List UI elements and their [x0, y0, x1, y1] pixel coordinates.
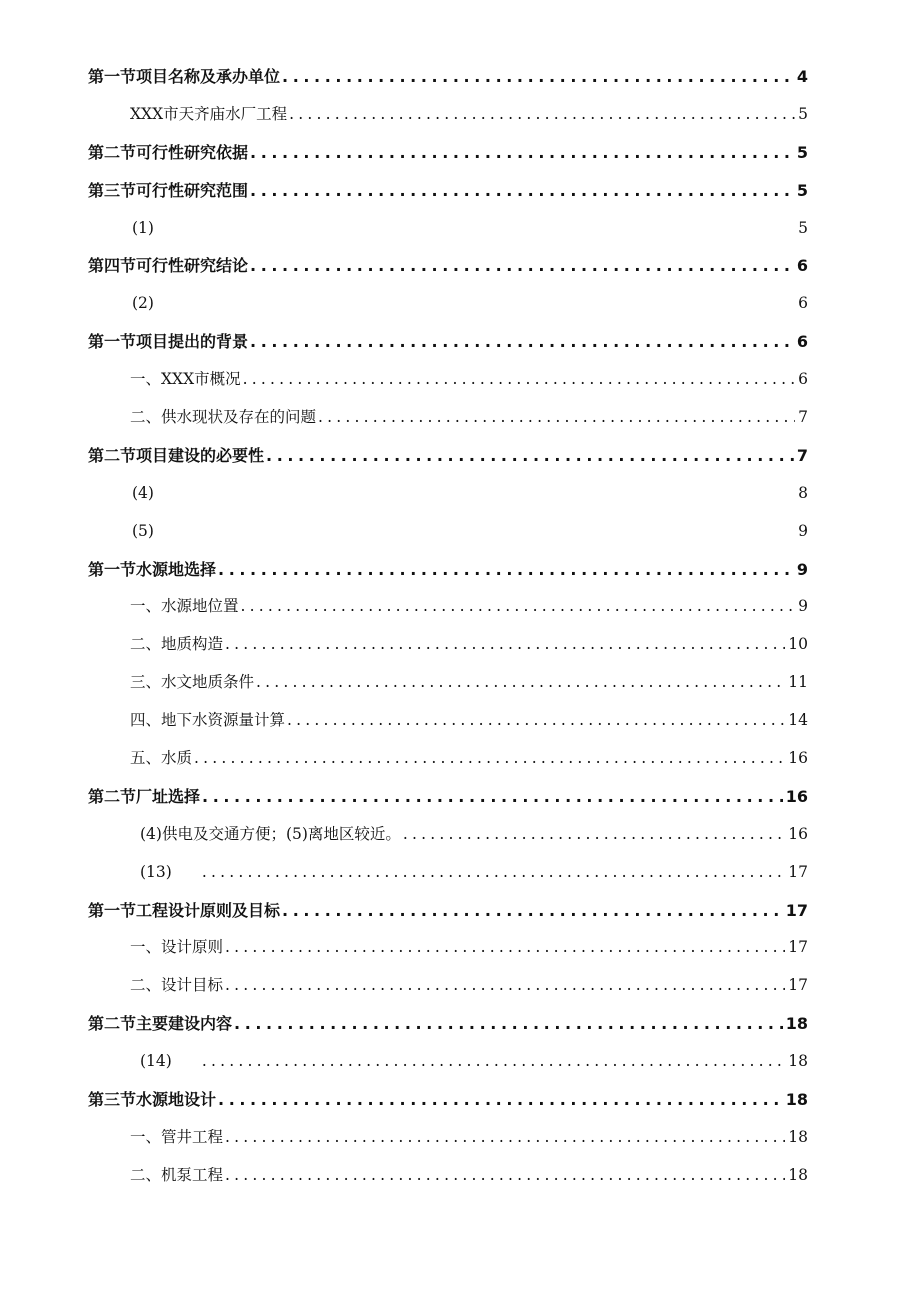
toc-entry-page: 9 [796, 559, 808, 579]
toc-entry[interactable] [88, 247, 808, 285]
toc-entry-title: 二、设计目标 [130, 976, 224, 995]
toc-entry-title: 第一节项目提出的背景 [88, 332, 249, 352]
toc-entry[interactable] [88, 172, 808, 210]
toc-entry-page: 7 [796, 445, 808, 465]
toc-entry-page: 6 [798, 294, 808, 313]
toc-entry[interactable] [88, 437, 808, 475]
toc-entry-page: 10 [788, 635, 808, 654]
dot-leader [225, 1119, 785, 1157]
dot-leader [218, 1081, 783, 1119]
toc-entry-title: 第三节可行性研究范围 [88, 180, 249, 200]
dot-leader [243, 361, 796, 399]
dot-leader [241, 588, 796, 626]
toc-entry-page: 8 [798, 483, 808, 502]
dot-leader [225, 1157, 785, 1195]
dot-leader [250, 323, 794, 361]
toc-entry[interactable] [88, 854, 808, 892]
dot-leader [234, 1005, 783, 1043]
dot-leader [318, 399, 795, 437]
dot-leader [250, 134, 794, 172]
toc-entry-page: 7 [798, 408, 808, 427]
toc-entry[interactable] [88, 626, 808, 664]
toc-entry-page: 17 [788, 938, 808, 957]
toc-entry-page: 16 [785, 786, 808, 806]
toc-entry[interactable] [88, 1043, 808, 1081]
toc-entry-title: 一、设计原则 [130, 938, 224, 957]
toc-entry-title: 第二节可行性研究依据 [88, 142, 249, 162]
toc-entry-page: 5 [796, 180, 808, 200]
toc-entry[interactable] [88, 816, 808, 854]
toc-entry[interactable] [88, 399, 808, 437]
toc-entry-title: 二、机泵工程 [130, 1165, 224, 1184]
toc-entry-page: 9 [798, 597, 808, 616]
dot-leader [250, 172, 794, 210]
toc-entry-page: 18 [788, 1127, 808, 1146]
toc-entry[interactable] [88, 210, 808, 248]
toc-entry[interactable] [88, 134, 808, 172]
toc-entry-title: 五、水质 [130, 749, 193, 768]
toc-entry-title: 四、地下水资源量计算 [130, 711, 286, 730]
toc-entry[interactable] [88, 892, 808, 930]
toc-entry-title: XXX市天齐庙水厂工程 [130, 104, 288, 123]
toc-entry-page: 4 [796, 67, 808, 86]
toc-entry-page: 6 [796, 256, 808, 276]
dot-leader [256, 664, 785, 702]
toc-entry-page: 16 [788, 824, 808, 843]
toc-entry-title: 第三节水源地设计 [88, 1090, 217, 1110]
dot-leader [225, 967, 785, 1005]
toc-entry[interactable] [88, 361, 808, 399]
toc-entry-title: 二、地质构造 [130, 635, 224, 654]
toc-entry-title: 第二节厂址选择 [88, 786, 201, 806]
dot-leader [266, 437, 794, 475]
toc-entry-page: 14 [788, 711, 808, 730]
toc-entry[interactable] [88, 740, 808, 778]
dot-leader [218, 551, 794, 589]
toc-entry-title: (4) [132, 483, 154, 502]
dot-leader [282, 892, 783, 930]
toc-entry-title: 第一节水源地选择 [88, 559, 217, 579]
toc-entry[interactable] [88, 285, 808, 323]
toc-entry-title: (14) [140, 1052, 172, 1071]
toc-entry-page: 17 [785, 900, 808, 920]
toc-entry[interactable] [88, 929, 808, 967]
toc-entry-page: 18 [785, 1090, 808, 1110]
toc-entry-title: (2) [132, 294, 154, 313]
toc-entry-title: (4)供电及交通方便；(5)离地区较近。 [140, 824, 401, 843]
toc-entry[interactable] [88, 664, 808, 702]
dot-leader [202, 1043, 785, 1081]
toc-entry-title: 一、水源地位置 [130, 597, 239, 616]
toc-entry-page: 17 [788, 976, 808, 995]
toc-entry[interactable] [88, 475, 808, 513]
dot-leader [282, 58, 794, 96]
table-of-contents [88, 58, 808, 1195]
toc-entry-page: 16 [788, 749, 808, 768]
dot-leader [202, 854, 785, 892]
toc-entry-page: 18 [788, 1052, 808, 1071]
toc-entry[interactable] [88, 1081, 808, 1119]
toc-entry[interactable] [88, 1157, 808, 1195]
toc-entry-page: 17 [788, 862, 808, 881]
toc-entry-title: 第一节项目名称及承办单位 [88, 67, 281, 86]
toc-entry-title: 三、水文地质条件 [130, 673, 255, 692]
toc-entry[interactable] [88, 513, 808, 551]
toc-entry-page: 11 [788, 673, 808, 692]
toc-entry-page: 5 [798, 104, 808, 123]
toc-entry[interactable] [88, 551, 808, 589]
dot-leader [250, 247, 794, 285]
toc-entry-title: 第二节主要建设内容 [88, 1014, 233, 1034]
toc-entry-page: 6 [796, 332, 808, 352]
toc-entry-title: (1) [132, 218, 154, 237]
toc-entry[interactable] [88, 702, 808, 740]
toc-entry[interactable] [88, 58, 808, 96]
dot-leader [225, 626, 785, 664]
dot-leader [202, 778, 783, 816]
toc-entry[interactable] [88, 778, 808, 816]
toc-entry-title: (5) [132, 521, 154, 540]
dot-leader [403, 816, 785, 854]
toc-entry-title: 第四节可行性研究结论 [88, 256, 249, 276]
toc-entry-page: 18 [788, 1165, 808, 1184]
toc-entry-title: 一、XXX市概况 [130, 370, 241, 389]
toc-entry-page: 9 [798, 521, 808, 540]
toc-entry-title: 第二节项目建设的必要性 [88, 445, 265, 465]
dot-leader [289, 96, 795, 134]
toc-entry-title: (13) [140, 862, 172, 881]
toc-entry[interactable] [88, 588, 808, 626]
dot-leader [194, 740, 785, 778]
toc-entry-title: 二、供水现状及存在的问题 [130, 408, 317, 427]
toc-entry[interactable] [88, 96, 808, 134]
dot-leader [287, 702, 785, 740]
toc-entry-title: 一、管井工程 [130, 1127, 224, 1146]
toc-entry[interactable] [88, 967, 808, 1005]
toc-entry[interactable] [88, 1119, 808, 1157]
dot-leader [225, 929, 785, 967]
toc-entry-page: 5 [798, 218, 808, 237]
toc-entry[interactable] [88, 1005, 808, 1043]
toc-entry-page: 18 [785, 1014, 808, 1034]
toc-entry-page: 5 [796, 142, 808, 162]
toc-entry-title: 第一节工程设计原则及目标 [88, 900, 281, 920]
toc-entry-page: 6 [798, 370, 808, 389]
toc-entry[interactable] [88, 323, 808, 361]
